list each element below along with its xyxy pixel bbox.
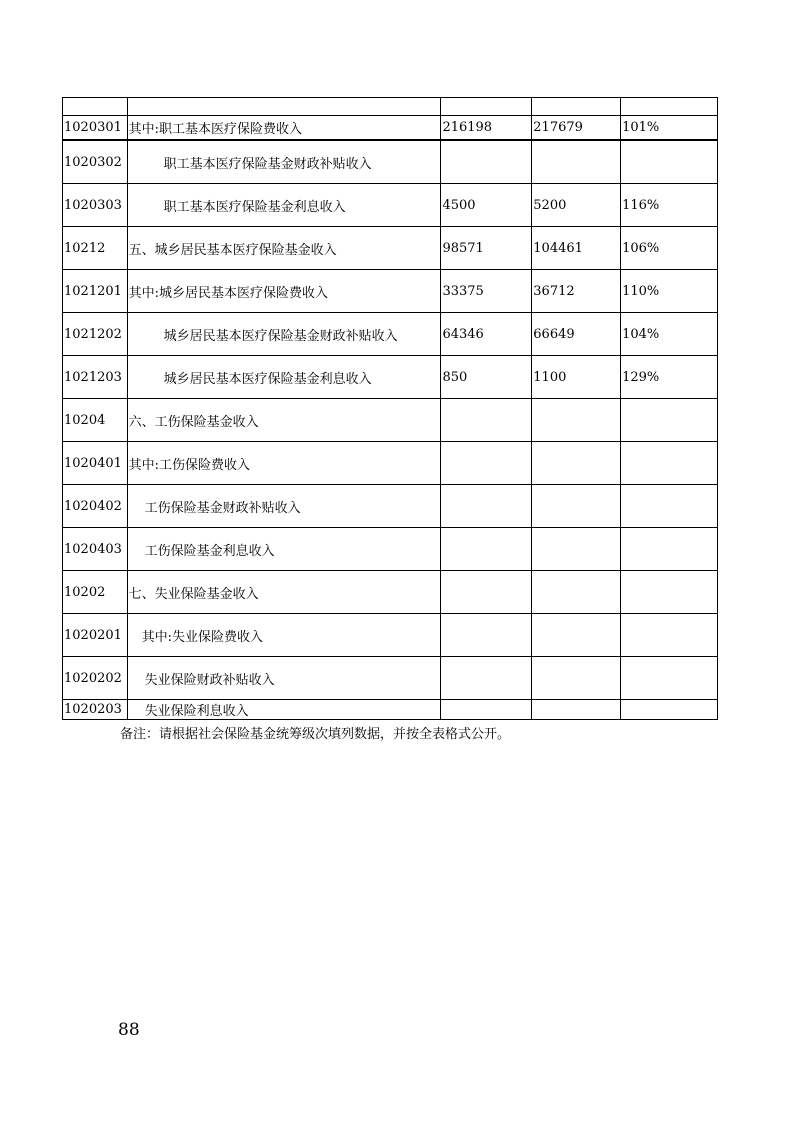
value1-cell	[441, 442, 532, 485]
value2-cell	[532, 700, 621, 720]
code-cell: 1020201	[63, 614, 128, 657]
code-cell: 1021202	[63, 313, 128, 356]
percent-cell	[621, 614, 718, 657]
item-name-cell: 其中:工伤保险费收入	[127, 442, 441, 485]
table-row	[63, 356, 718, 399]
item-name-cell: 其中:失业保险费收入	[127, 614, 441, 657]
value2-cell	[532, 485, 621, 528]
value1-cell: 64346	[441, 313, 532, 356]
percent-cell: 106%	[621, 227, 718, 270]
value1-cell: 98571	[441, 227, 532, 270]
item-name-cell: 工伤保险基金利息收入	[127, 528, 441, 571]
blank-cell	[63, 98, 128, 116]
value1-cell	[441, 700, 532, 720]
percent-cell	[621, 700, 718, 720]
value1-cell	[441, 399, 532, 442]
code-cell: 1020403	[63, 528, 128, 571]
percent-cell	[621, 571, 718, 614]
budget-table	[62, 97, 718, 720]
value2-cell	[532, 571, 621, 614]
footnote: 备注：请根据社会保险基金统筹级次填列数据，并按全表格式公开。	[120, 727, 511, 742]
blank-cell	[127, 98, 441, 116]
item-name-cell: 城乡居民基本医疗保险基金财政补贴收入	[127, 313, 441, 356]
item-name-cell: 失业保险利息收入	[127, 700, 441, 720]
percent-cell: 110%	[621, 270, 718, 313]
percent-cell: 129%	[621, 356, 718, 399]
code-cell: 1021203	[63, 356, 128, 399]
value2-cell: 104461	[532, 227, 621, 270]
code-cell: 1020302	[63, 140, 128, 184]
table-row	[63, 442, 718, 485]
percent-cell	[621, 657, 718, 700]
item-name-cell: 失业保险财政补贴收入	[127, 657, 441, 700]
table-row	[63, 270, 718, 313]
code-cell: 1020303	[63, 184, 128, 227]
value2-cell	[532, 399, 621, 442]
percent-cell: 116%	[621, 184, 718, 227]
blank-cell	[441, 98, 532, 116]
code-cell: 1020301	[63, 116, 128, 141]
value2-cell: 217679	[532, 116, 621, 141]
percent-cell	[621, 140, 718, 184]
percent-cell: 104%	[621, 313, 718, 356]
value2-cell	[532, 528, 621, 571]
item-name-cell: 职工基本医疗保险基金利息收入	[127, 184, 441, 227]
table-row	[63, 140, 718, 184]
percent-cell: 101%	[621, 116, 718, 141]
table-row	[63, 571, 718, 614]
table-row	[63, 485, 718, 528]
table-row	[63, 657, 718, 700]
value2-cell	[532, 614, 621, 657]
value2-cell: 1100	[532, 356, 621, 399]
value1-cell: 850	[441, 356, 532, 399]
item-name-cell: 其中:城乡居民基本医疗保险费收入	[127, 270, 441, 313]
table-row	[63, 227, 718, 270]
percent-cell	[621, 442, 718, 485]
code-cell: 10204	[63, 399, 128, 442]
value1-cell	[441, 571, 532, 614]
value1-cell	[441, 140, 532, 184]
page-number: 88	[118, 1020, 140, 1040]
percent-cell	[621, 485, 718, 528]
code-cell: 10212	[63, 227, 128, 270]
item-name-cell: 其中:职工基本医疗保险费收入	[127, 116, 441, 141]
value1-cell: 4500	[441, 184, 532, 227]
value1-cell: 33375	[441, 270, 532, 313]
percent-cell	[621, 528, 718, 571]
item-name-cell: 城乡居民基本医疗保险基金利息收入	[127, 356, 441, 399]
value2-cell: 5200	[532, 184, 621, 227]
code-cell: 1020202	[63, 657, 128, 700]
table-row	[63, 116, 718, 141]
blank-cell	[621, 98, 718, 116]
item-name-cell: 工伤保险基金财政补贴收入	[127, 485, 441, 528]
value1-cell: 216198	[441, 116, 532, 141]
table-row	[63, 184, 718, 227]
table-row	[63, 528, 718, 571]
table-row	[63, 313, 718, 356]
table-header-blank-row	[63, 98, 718, 116]
code-cell: 1020402	[63, 485, 128, 528]
item-name-cell: 七、失业保险基金收入	[127, 571, 441, 614]
value2-cell	[532, 657, 621, 700]
value1-cell	[441, 657, 532, 700]
table-row	[63, 700, 718, 720]
table-row	[63, 614, 718, 657]
table-row	[63, 399, 718, 442]
code-cell: 1020401	[63, 442, 128, 485]
code-cell: 10202	[63, 571, 128, 614]
item-name-cell: 五、城乡居民基本医疗保险基金收入	[127, 227, 441, 270]
item-name-cell: 职工基本医疗保险基金财政补贴收入	[127, 140, 441, 184]
value1-cell	[441, 614, 532, 657]
code-cell: 1020203	[63, 700, 128, 720]
value2-cell: 36712	[532, 270, 621, 313]
value2-cell: 66649	[532, 313, 621, 356]
value1-cell	[441, 485, 532, 528]
percent-cell	[621, 399, 718, 442]
value1-cell	[441, 528, 532, 571]
blank-cell	[532, 98, 621, 116]
code-cell: 1021201	[63, 270, 128, 313]
value2-cell	[532, 140, 621, 184]
item-name-cell: 六、工伤保险基金收入	[127, 399, 441, 442]
value2-cell	[532, 442, 621, 485]
